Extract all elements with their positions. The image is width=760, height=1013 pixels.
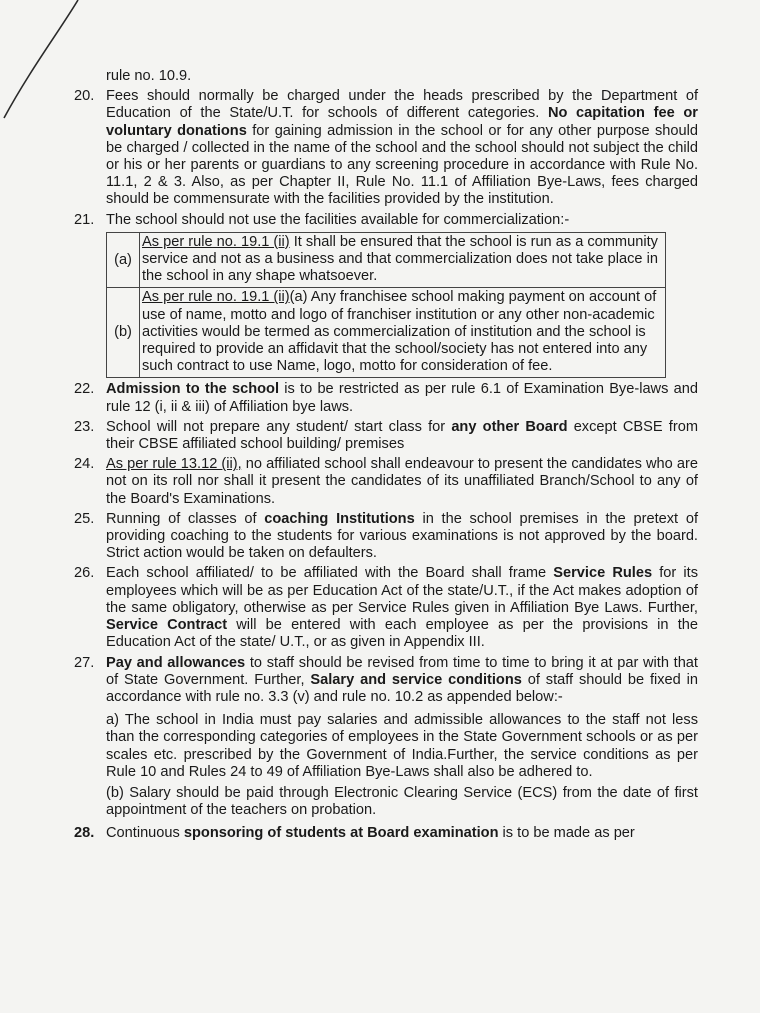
rule-reference: As per rule no. 19.1 (ii) [142,289,290,306]
commercialization-table [106,232,666,379]
row-label: (b) [107,288,140,378]
row-text [140,288,666,378]
item-text [106,456,698,508]
text-span: Fees should normally be charged under the heads prescribed by the Department of Education of the State/U.T. for schools of different categories. [106,88,698,122]
table-row [107,232,666,288]
row-label: (a) [107,232,140,288]
item-text [106,381,698,415]
item-text [106,825,698,842]
list-item-24 [72,456,698,508]
bold-text: No capitation fee or voluntary donations [106,105,698,139]
text-span: (a) Any franchisee school making payment on account of use of name, motto and logo of franchiser institution or any other non-academic activities would be termed as commercialization of institution and the school is required to provide an affidavit that the school/society has not entered into any such contract to use Name, logo, motto for consideration of fee. [142,289,657,375]
bold-text: Service Rules [553,565,653,582]
bold-text: Service Contract [106,617,228,634]
item-text [106,88,698,208]
rule-reference: As per rule 13.12 (ii), [106,456,242,473]
text-span: Each school affiliated/ to be affiliated with the Board shall frame [106,565,554,582]
list-item-22 [72,381,698,415]
item-number: 25. [74,510,95,527]
bold-text: Admission to the school [106,381,280,398]
sub-paragraph-b: (b) Salary should be paid through Electronic Clearing Service (ECS) from the date of first appointment of the teachers on probation. [106,784,698,819]
continued-line: rule no. 10.9. [106,68,192,84]
bold-text: Pay and allowances [106,654,246,671]
item-number: 21. [74,211,95,228]
text-span: of staff should be fixed in accordance with rule no. 3.3 (v) and rule no. 10.2 as appended below:- [106,671,699,705]
text-span: in the school premises in the pretext of providing coaching to the students for various examinations is not approved by the board. Strict action would be taken on defaulters. [106,510,699,562]
list-item-20 [72,88,698,208]
sub-paragraph-a: a) The school in India must pay salaries and admissible allowances to the staff not less than the corresponding categories of employees in the State Government schools or as per scales etc. prescribed by the Government of India.Further, the service conditions as per Rule 10 and Rules 24 to 49 of Affiliation Bye-Laws shall also be adhered to. [106,712,698,780]
list-item-23 [72,419,698,453]
text-span: It shall be ensured that the school is run as a community service and not as a business and that commercialization does not take place in the school in any shape whatsoever. [142,233,658,285]
list-item-28 [72,825,698,842]
bold-text: Salary and service conditions [310,671,522,688]
list-item-27 [72,655,698,707]
text-span: no affiliated school shall endeavour to present the candidates who are not on its roll nor shall it present the candidates of its unaffiliated Branch/School to any of the Board's Examinations. [106,456,698,507]
item-number: 27. [74,654,95,671]
bold-text: sponsoring of students at Board examination [183,825,499,842]
bold-text: coaching Institutions [264,510,415,527]
text-span: to staff should be revised from time to time to bring it at par with that of State Government. Further, [106,654,698,688]
list-item-25 [72,511,698,563]
item-text [106,565,698,651]
item-number: 26. [74,565,95,582]
text-span: Continuous [106,825,184,842]
item-number: 28. [74,825,95,842]
text-span: for gaining admission in the school or for any other purpose should be charged / collected in the name of the school and the school should not subject the child or his or her parents or guardians to any screening procedure in accordance with Rule No. 11.1, 2 & 3. Also, as per Chapter II, Rule No. 11.1 of Affiliation Bye-Laws, fees charged should be commensurate with the facilities provided by the institution. [106,122,698,208]
text-span: for its employees which will be as per Education Act of the state/U.T., if the Act makes adoption of the same obligatory, otherwise as per Service Rules given in Affiliation Bye Laws. Further, [106,565,699,616]
list-item-26 [72,565,698,651]
item-number: 24. [74,456,95,473]
item-text: The school should not use the facilities available for commercialization:- [106,211,570,228]
row-text [140,232,666,288]
item-number: 22. [74,381,95,398]
text-span: Running of classes of [106,510,265,527]
item-text [106,419,698,453]
document-page [72,68,698,843]
item-number: 20. [74,88,95,105]
item-number: 23. [74,418,95,435]
item-text [106,511,698,563]
text-span: will be entered with each employee as per the provisions in the Education Act of the state/ U.T., or as given in Appendix III. [106,617,698,651]
item-text [106,655,698,707]
text-span: School will not prepare any student/ start class for [106,418,452,435]
rule-reference: As per rule no. 19.1 (ii) [142,233,290,250]
table-row [107,288,666,378]
text-span: is to be restricted as per rule 6.1 of Examination Bye-laws and rule 12 (i, ii & iii) of Affiliation bye laws. [106,381,698,415]
text-span: is to be made as per [498,825,635,842]
list-item-21 [72,212,698,229]
bold-text: any other Board [451,418,568,435]
text-span: except CBSE from their CBSE affiliated school building/ premises [106,418,698,453]
